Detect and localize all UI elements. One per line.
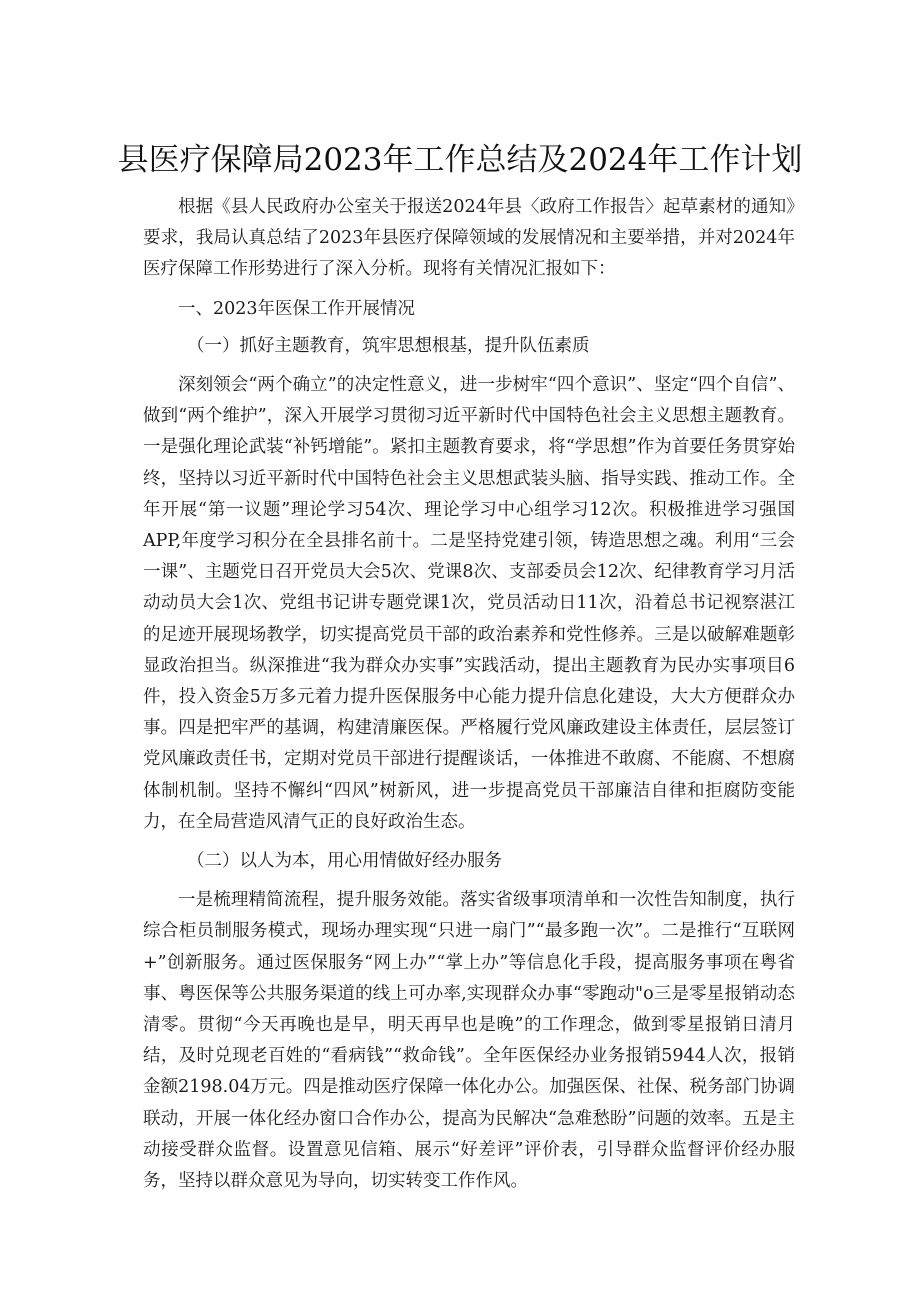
section-heading-1: 一、2023年医保工作开展情况 <box>178 298 416 319</box>
body-paragraph-2: 一是梳理精简流程，提升服务效能。落实省级事项清单和一次性告知制度，执行综合柜员制服务模式，现场办理实现“只进一扇门”“最多跑一次”。二是推行“互联网+”创新服务。通过医保服务“网上办”“掌上办”等信息化手段，提高服务事项在粤省事、粤医保等公共服务渠道的线上可办率,实现群众办事“零跑动"o三是零星报销动态清零。贯彻“今天再晚也是早，明天再早也是晚”的工作理念，做到零星报销日清月结，及时兑现老百姓的“看病钱”“救命钱”。全年医保经办业务报销5944人次，报销金额2198.04万元。四是推动医疗保障一体化办公。加强医保、社保、税务部门协调联动，开展一体化经办窗口合作办公，提高为民解决“急难愁盼”问题的效率。五是主动接受群众监督。设置意见信箱、展示“好差评”评价表，引导群众监督评价经办服务，坚持以群众意见为导向，切实转变工作作风。 <box>143 890 795 1192</box>
document-body <box>143 192 795 1197</box>
subsection-heading-2: （二）以人为本，用心用情做好经办服务 <box>187 851 502 872</box>
body-paragraph-1: 深刻领会“两个确立”的决定性意义，进一步树牢“四个意识”、坚定“四个自信”、做到“两个维护”，深入开展学习贯彻习近平新时代中国特色社会主义思想主题教育。一是强化理论武装“补钙增能”。紧扣主题教育要求，将“学思想”作为首要任务贯穿始终，坚持以习近平新时代中国特色社会主义思想武装头脑、指导实践、推动工作。全年开展“第一议题”理论学习54次、理论学习中心组学习12次。积极推进学习强国APP,年度学习积分在全县排名前十。二是坚持党建引领，铸造思想之魂。利用“三会一课”、主题党日召开党员大会5次、党课8次、支部委员会12次、纪律教育学习月活动动员大会1次、党组书记讲专题党课1次，党员活动日11次，沿着总书记视察湛江的足迹开展现场教学，切实提高党员干部的政治素养和党性修养。三是以破解难题彰显政治担当。纵深推进“我为群众办实事”实践活动，提出主题教育为民办实事项目6件，投入资金5万多元着力提升医保服务中心能力提升信息化建设，大大方便群众办事。四是把牢严的基调，构建清廉医保。严格履行党风廉政建设主体责任，层层签订党风廉政责任书，定期对党员干部进行提醒谈话，一体推进不敢腐、不能腐、不想腐体制机制。坚持不懈纠“四风”树新风，进一步提高党员干部廉洁自律和拒腐防变能力，在全局营造风清气正的良好政治生态。 <box>143 375 795 832</box>
subsection-heading-1: （一）抓好主题教育，筑牢思想根基，提升队伍素质 <box>187 335 590 356</box>
document-title: 县医疗保障局2023年工作总结及2024年工作计划 <box>117 142 803 178</box>
intro-paragraph: 根据《县人民政府办公室关于报送2024年县〈政府工作报告〉起草素材的通知》要求，我局认真总结了2023年县医疗保障领域的发展情况和主要举措，并对2024年医疗保障工作形势进行了深入分析。现将有关情况汇报如下： <box>143 197 795 280</box>
